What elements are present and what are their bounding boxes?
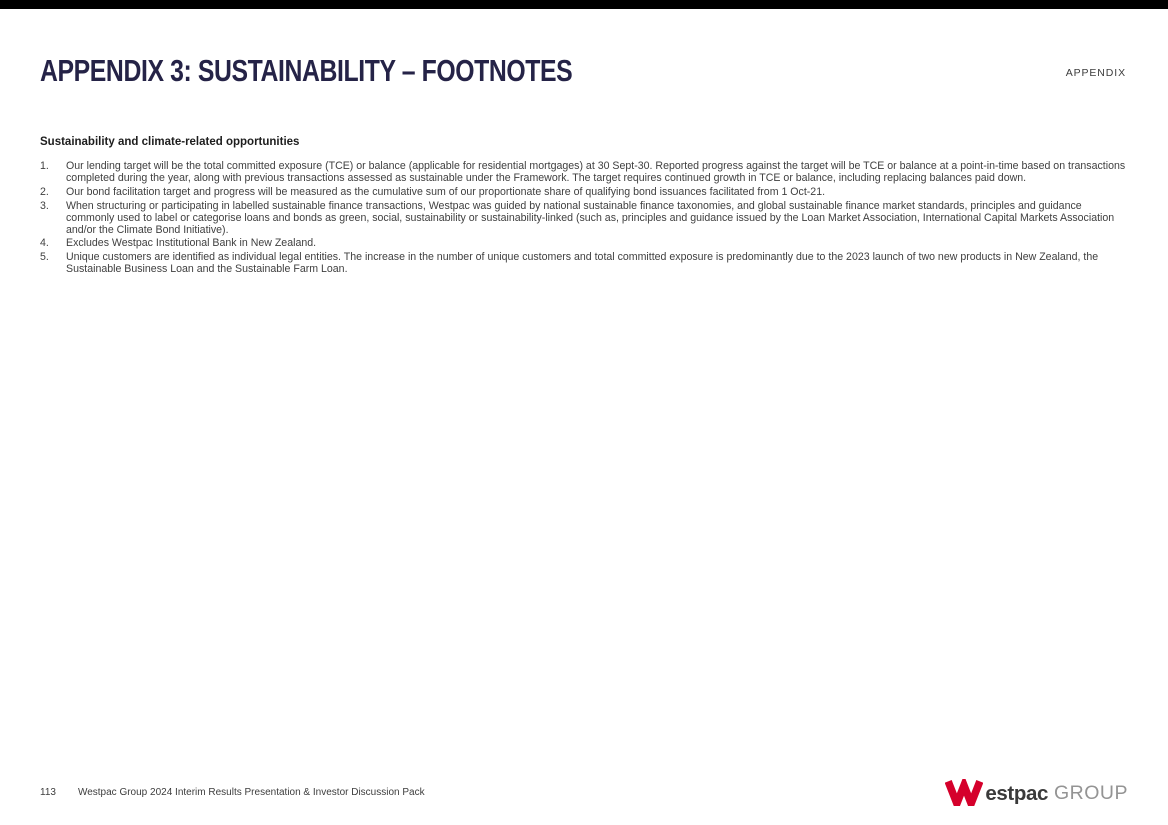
- page-number: 113: [40, 786, 56, 798]
- section-heading: Sustainability and climate-related opportunities: [40, 136, 300, 148]
- footnote-text: Excludes Westpac Institutional Bank in New Zealand.: [66, 237, 317, 250]
- footnote-number: 4.: [40, 237, 49, 250]
- westpac-w-icon: [945, 779, 983, 806]
- footnote-text: Our lending target will be the total committed exposure (TCE) or balance (applicable for residential mortgages) at 30 Sept-30. Reported progress against the target will be TCE or balance at a point-in-time based on transactions completed during the year, along with previous transactions assessed as sustainable under the Framework. The target requires continued growth in TCE or balance, including replacing balances paid down.: [66, 160, 1126, 184]
- westpac-group-logo: [945, 779, 1128, 806]
- footnote-item: [40, 161, 1130, 185]
- footnote-text: Our bond facilitation target and progress will be measured as the cumulative sum of our proportionate share of qualifying bond issuances facilitated from 1 Oct-21.: [66, 185, 826, 198]
- footnote-item: [40, 201, 1130, 237]
- footnote-item: [40, 252, 1130, 276]
- page-title: APPENDIX 3: SUSTAINABILITY – FOOTNOTES: [40, 53, 573, 88]
- footnote-number: 1.: [40, 160, 49, 172]
- logo-wordmark: estpac: [985, 782, 1048, 805]
- appendix-corner-label: APPENDIX: [1065, 67, 1126, 79]
- footer: [40, 778, 1128, 806]
- content-area: [40, 136, 1130, 278]
- footnote-item: [40, 238, 1130, 250]
- footnote-text: Unique customers are identified as individual legal entities. The increase in the number of unique customers and total committed exposure is predominantly due to the 2023 launch of two new products in New Zealand, the Sustainable Business Loan and the Sustainable Farm Loan.: [66, 251, 1099, 276]
- footnote-number: 5.: [40, 251, 49, 264]
- footnote-number: 2.: [40, 185, 49, 198]
- footnotes-list: [40, 161, 1130, 276]
- footnote-item: [40, 187, 1130, 199]
- footnote-number: 3.: [40, 199, 49, 212]
- logo-suffix: GROUP: [1053, 782, 1128, 804]
- footer-text: Westpac Group 2024 Interim Results Presentation & Investor Discussion Pack: [77, 786, 425, 798]
- footnote-text: When structuring or participating in labelled sustainable finance transactions, Westpac was guided by national sustainable finance taxonomies, and global sustainable finance market standards, principles and guidance commonly used to label or categorise loans and bonds as green, social, sustainability or sustainability-linked (such as, principles and guidance issued by the Loan Market Association, International Capital Markets Association and/or the Climate Bond Initiative).: [66, 199, 1115, 236]
- top-border-bar: [0, 0, 1168, 9]
